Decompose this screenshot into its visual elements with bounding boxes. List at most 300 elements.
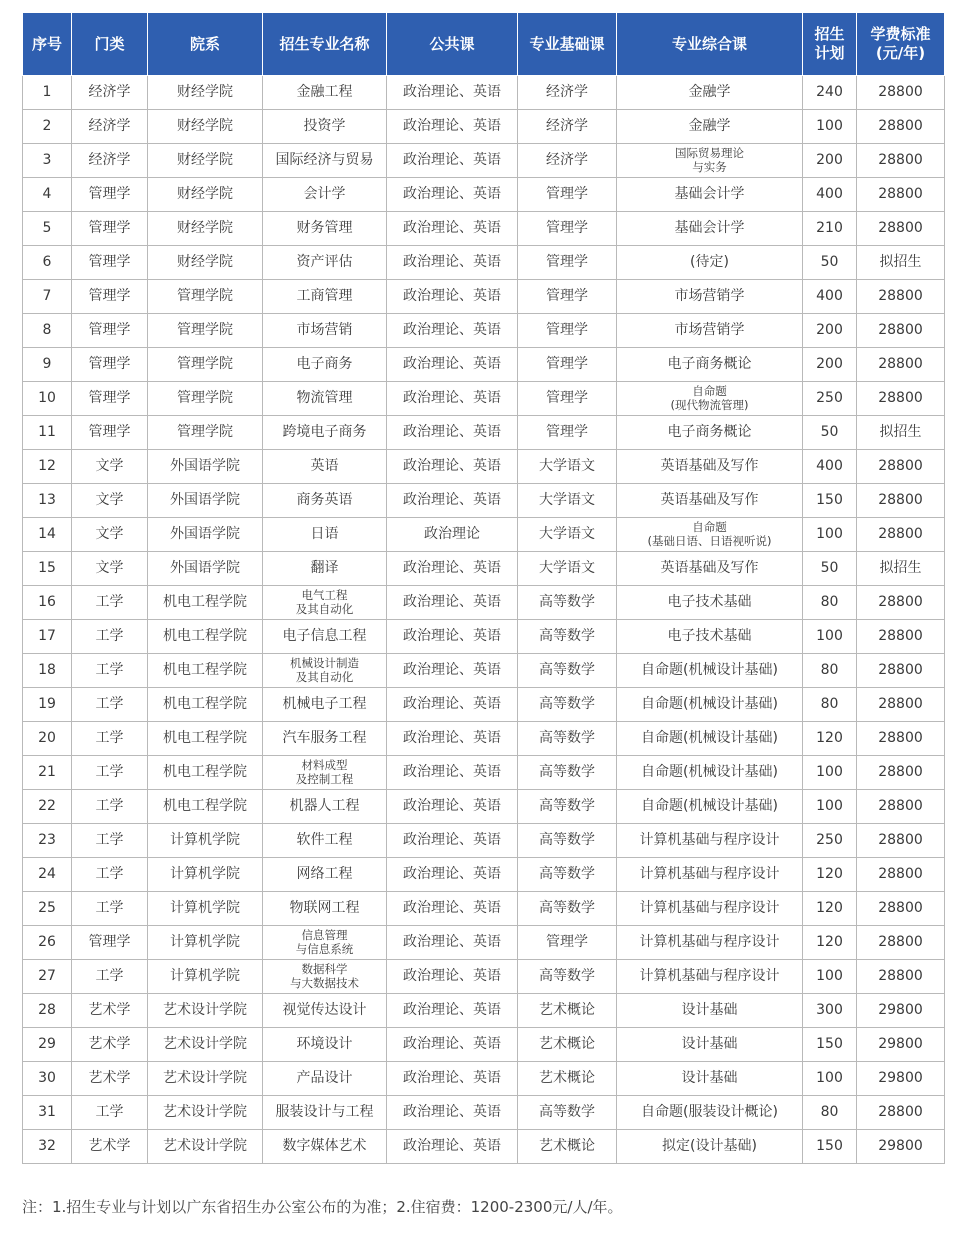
tuition-cell: 29800 bbox=[857, 994, 945, 1028]
category-cell: 管理学 bbox=[72, 348, 148, 382]
row-index: 12 bbox=[23, 450, 72, 484]
major-cell: 电气工程 及其自动化 bbox=[263, 586, 387, 620]
comprehensive-course-cell: 设计基础 bbox=[617, 1062, 803, 1096]
major-cell: 英语 bbox=[263, 450, 387, 484]
comprehensive-course-cell: 计算机基础与程序设计 bbox=[617, 858, 803, 892]
row-index: 17 bbox=[23, 620, 72, 654]
category-cell: 工学 bbox=[72, 858, 148, 892]
category-cell: 管理学 bbox=[72, 178, 148, 212]
table-row bbox=[23, 960, 945, 994]
foundation-course-cell: 高等数学 bbox=[518, 620, 617, 654]
public-course-cell: 政治理论、英语 bbox=[387, 144, 518, 178]
category-cell: 管理学 bbox=[72, 212, 148, 246]
tuition-cell: 28800 bbox=[857, 484, 945, 518]
department-cell: 计算机学院 bbox=[148, 858, 263, 892]
department-cell: 外国语学院 bbox=[148, 450, 263, 484]
row-index: 32 bbox=[23, 1130, 72, 1164]
quota-cell: 50 bbox=[803, 246, 857, 280]
quota-cell: 80 bbox=[803, 654, 857, 688]
comprehensive-course-cell: 自命题 (基础日语、日语视听说) bbox=[617, 518, 803, 552]
table-row bbox=[23, 314, 945, 348]
category-cell: 艺术学 bbox=[72, 1062, 148, 1096]
tuition-cell: 28800 bbox=[857, 144, 945, 178]
department-cell: 艺术设计学院 bbox=[148, 1028, 263, 1062]
comprehensive-course-cell: (待定) bbox=[617, 246, 803, 280]
comprehensive-course-cell: 自命题 (现代物流管理) bbox=[617, 382, 803, 416]
category-cell: 文学 bbox=[72, 450, 148, 484]
department-cell: 财经学院 bbox=[148, 246, 263, 280]
table-row bbox=[23, 1028, 945, 1062]
tuition-cell: 28800 bbox=[857, 620, 945, 654]
department-cell: 管理学院 bbox=[148, 314, 263, 348]
comprehensive-course-cell: 电子技术基础 bbox=[617, 586, 803, 620]
quota-cell: 400 bbox=[803, 178, 857, 212]
category-cell: 管理学 bbox=[72, 382, 148, 416]
major-cell: 电子商务 bbox=[263, 348, 387, 382]
col-header: 公共课 bbox=[387, 13, 518, 76]
comprehensive-course-cell: 市场营销学 bbox=[617, 280, 803, 314]
comprehensive-course-cell: 拟定(设计基础) bbox=[617, 1130, 803, 1164]
category-cell: 工学 bbox=[72, 586, 148, 620]
foundation-course-cell: 高等数学 bbox=[518, 586, 617, 620]
department-cell: 管理学院 bbox=[148, 416, 263, 450]
major-cell: 国际经济与贸易 bbox=[263, 144, 387, 178]
table-row bbox=[23, 484, 945, 518]
tuition-cell: 28800 bbox=[857, 110, 945, 144]
quota-cell: 50 bbox=[803, 416, 857, 450]
comprehensive-course-cell: 自命题(机械设计基础) bbox=[617, 722, 803, 756]
public-course-cell: 政治理论、英语 bbox=[387, 178, 518, 212]
table-row bbox=[23, 858, 945, 892]
department-cell: 机电工程学院 bbox=[148, 756, 263, 790]
category-cell: 管理学 bbox=[72, 314, 148, 348]
tuition-cell: 28800 bbox=[857, 892, 945, 926]
category-cell: 艺术学 bbox=[72, 994, 148, 1028]
foundation-course-cell: 高等数学 bbox=[518, 858, 617, 892]
col-header: 院系 bbox=[148, 13, 263, 76]
row-index: 24 bbox=[23, 858, 72, 892]
public-course-cell: 政治理论 bbox=[387, 518, 518, 552]
category-cell: 经济学 bbox=[72, 144, 148, 178]
tuition-cell: 28800 bbox=[857, 926, 945, 960]
foundation-course-cell: 高等数学 bbox=[518, 1096, 617, 1130]
tuition-cell: 拟招生 bbox=[857, 552, 945, 586]
category-cell: 经济学 bbox=[72, 76, 148, 110]
row-index: 27 bbox=[23, 960, 72, 994]
table-body bbox=[23, 76, 945, 1164]
department-cell: 财经学院 bbox=[148, 212, 263, 246]
category-cell: 工学 bbox=[72, 654, 148, 688]
foundation-course-cell: 艺术概论 bbox=[518, 994, 617, 1028]
comprehensive-course-cell: 电子技术基础 bbox=[617, 620, 803, 654]
department-cell: 财经学院 bbox=[148, 76, 263, 110]
public-course-cell: 政治理论、英语 bbox=[387, 858, 518, 892]
tuition-cell: 28800 bbox=[857, 688, 945, 722]
public-course-cell: 政治理论、英语 bbox=[387, 1028, 518, 1062]
tuition-cell: 28800 bbox=[857, 1096, 945, 1130]
foundation-course-cell: 高等数学 bbox=[518, 688, 617, 722]
public-course-cell: 政治理论、英语 bbox=[387, 76, 518, 110]
foundation-course-cell: 管理学 bbox=[518, 178, 617, 212]
quota-cell: 200 bbox=[803, 144, 857, 178]
table-row bbox=[23, 110, 945, 144]
comprehensive-course-cell: 基础会计学 bbox=[617, 212, 803, 246]
category-cell: 工学 bbox=[72, 756, 148, 790]
row-index: 23 bbox=[23, 824, 72, 858]
quota-cell: 80 bbox=[803, 688, 857, 722]
row-index: 1 bbox=[23, 76, 72, 110]
col-header: 学费标准 (元/年) bbox=[857, 13, 945, 76]
quota-cell: 200 bbox=[803, 314, 857, 348]
major-cell: 会计学 bbox=[263, 178, 387, 212]
row-index: 3 bbox=[23, 144, 72, 178]
public-course-cell: 政治理论、英语 bbox=[387, 960, 518, 994]
quota-cell: 50 bbox=[803, 552, 857, 586]
category-cell: 经济学 bbox=[72, 110, 148, 144]
public-course-cell: 政治理论、英语 bbox=[387, 586, 518, 620]
table-row bbox=[23, 280, 945, 314]
table-row bbox=[23, 620, 945, 654]
category-cell: 工学 bbox=[72, 892, 148, 926]
row-index: 16 bbox=[23, 586, 72, 620]
comprehensive-course-cell: 自命题(服装设计概论) bbox=[617, 1096, 803, 1130]
tuition-cell: 28800 bbox=[857, 518, 945, 552]
category-cell: 文学 bbox=[72, 518, 148, 552]
major-cell: 信息管理 与信息系统 bbox=[263, 926, 387, 960]
foundation-course-cell: 高等数学 bbox=[518, 960, 617, 994]
public-course-cell: 政治理论、英语 bbox=[387, 620, 518, 654]
public-course-cell: 政治理论、英语 bbox=[387, 314, 518, 348]
tuition-cell: 拟招生 bbox=[857, 416, 945, 450]
tuition-cell: 28800 bbox=[857, 722, 945, 756]
public-course-cell: 政治理论、英语 bbox=[387, 280, 518, 314]
department-cell: 外国语学院 bbox=[148, 518, 263, 552]
major-cell: 商务英语 bbox=[263, 484, 387, 518]
major-cell: 物联网工程 bbox=[263, 892, 387, 926]
category-cell: 工学 bbox=[72, 824, 148, 858]
category-cell: 工学 bbox=[72, 620, 148, 654]
major-cell: 软件工程 bbox=[263, 824, 387, 858]
major-cell: 数据科学 与大数据技术 bbox=[263, 960, 387, 994]
category-cell: 工学 bbox=[72, 960, 148, 994]
admissions-table bbox=[22, 12, 945, 1164]
department-cell: 管理学院 bbox=[148, 382, 263, 416]
foundation-course-cell: 高等数学 bbox=[518, 722, 617, 756]
comprehensive-course-cell: 自命题(机械设计基础) bbox=[617, 790, 803, 824]
department-cell: 财经学院 bbox=[148, 110, 263, 144]
quota-cell: 250 bbox=[803, 824, 857, 858]
row-index: 26 bbox=[23, 926, 72, 960]
major-cell: 财务管理 bbox=[263, 212, 387, 246]
category-cell: 艺术学 bbox=[72, 1130, 148, 1164]
public-course-cell: 政治理论、英语 bbox=[387, 382, 518, 416]
category-cell: 管理学 bbox=[72, 416, 148, 450]
row-index: 30 bbox=[23, 1062, 72, 1096]
tuition-cell: 28800 bbox=[857, 314, 945, 348]
row-index: 21 bbox=[23, 756, 72, 790]
quota-cell: 120 bbox=[803, 858, 857, 892]
category-cell: 文学 bbox=[72, 484, 148, 518]
quota-cell: 200 bbox=[803, 348, 857, 382]
comprehensive-course-cell: 国际贸易理论 与实务 bbox=[617, 144, 803, 178]
table-header-row bbox=[23, 13, 945, 76]
department-cell: 机电工程学院 bbox=[148, 620, 263, 654]
footnote: 注：1.招生专业与计划以广东省招生办公室公布的为准；2.住宿费：1200-2300元/人/年。 bbox=[22, 1198, 623, 1216]
table-row bbox=[23, 994, 945, 1028]
comprehensive-course-cell: 英语基础及写作 bbox=[617, 484, 803, 518]
table-row bbox=[23, 1130, 945, 1164]
public-course-cell: 政治理论、英语 bbox=[387, 1096, 518, 1130]
major-cell: 工商管理 bbox=[263, 280, 387, 314]
comprehensive-course-cell: 自命题(机械设计基础) bbox=[617, 688, 803, 722]
table-row bbox=[23, 212, 945, 246]
comprehensive-course-cell: 基础会计学 bbox=[617, 178, 803, 212]
row-index: 13 bbox=[23, 484, 72, 518]
row-index: 15 bbox=[23, 552, 72, 586]
public-course-cell: 政治理论、英语 bbox=[387, 348, 518, 382]
public-course-cell: 政治理论、英语 bbox=[387, 110, 518, 144]
tuition-cell: 28800 bbox=[857, 756, 945, 790]
department-cell: 财经学院 bbox=[148, 144, 263, 178]
quota-cell: 100 bbox=[803, 110, 857, 144]
row-index: 10 bbox=[23, 382, 72, 416]
foundation-course-cell: 大学语文 bbox=[518, 484, 617, 518]
tuition-cell: 28800 bbox=[857, 824, 945, 858]
quota-cell: 100 bbox=[803, 790, 857, 824]
foundation-course-cell: 艺术概论 bbox=[518, 1062, 617, 1096]
category-cell: 管理学 bbox=[72, 246, 148, 280]
quota-cell: 400 bbox=[803, 280, 857, 314]
table-row bbox=[23, 382, 945, 416]
table-row bbox=[23, 518, 945, 552]
public-course-cell: 政治理论、英语 bbox=[387, 1130, 518, 1164]
tuition-cell: 28800 bbox=[857, 382, 945, 416]
category-cell: 艺术学 bbox=[72, 1028, 148, 1062]
quota-cell: 400 bbox=[803, 450, 857, 484]
col-header: 招生 计划 bbox=[803, 13, 857, 76]
public-course-cell: 政治理论、英语 bbox=[387, 416, 518, 450]
major-cell: 机械设计制造 及其自动化 bbox=[263, 654, 387, 688]
tuition-cell: 28800 bbox=[857, 960, 945, 994]
quota-cell: 80 bbox=[803, 586, 857, 620]
tuition-cell: 28800 bbox=[857, 348, 945, 382]
col-header: 专业基础课 bbox=[518, 13, 617, 76]
quota-cell: 100 bbox=[803, 960, 857, 994]
tuition-cell: 28800 bbox=[857, 178, 945, 212]
public-course-cell: 政治理论、英语 bbox=[387, 756, 518, 790]
comprehensive-course-cell: 计算机基础与程序设计 bbox=[617, 824, 803, 858]
major-cell: 环境设计 bbox=[263, 1028, 387, 1062]
category-cell: 工学 bbox=[72, 688, 148, 722]
major-cell: 视觉传达设计 bbox=[263, 994, 387, 1028]
major-cell: 机械电子工程 bbox=[263, 688, 387, 722]
major-cell: 翻译 bbox=[263, 552, 387, 586]
foundation-course-cell: 艺术概论 bbox=[518, 1028, 617, 1062]
table-row bbox=[23, 450, 945, 484]
major-cell: 服装设计与工程 bbox=[263, 1096, 387, 1130]
comprehensive-course-cell: 设计基础 bbox=[617, 1028, 803, 1062]
comprehensive-course-cell: 电子商务概论 bbox=[617, 416, 803, 450]
quota-cell: 100 bbox=[803, 620, 857, 654]
comprehensive-course-cell: 计算机基础与程序设计 bbox=[617, 960, 803, 994]
foundation-course-cell: 艺术概论 bbox=[518, 1130, 617, 1164]
department-cell: 艺术设计学院 bbox=[148, 1130, 263, 1164]
foundation-course-cell: 管理学 bbox=[518, 246, 617, 280]
public-course-cell: 政治理论、英语 bbox=[387, 892, 518, 926]
public-course-cell: 政治理论、英语 bbox=[387, 926, 518, 960]
col-header: 招生专业名称 bbox=[263, 13, 387, 76]
row-index: 4 bbox=[23, 178, 72, 212]
quota-cell: 150 bbox=[803, 1130, 857, 1164]
row-index: 6 bbox=[23, 246, 72, 280]
row-index: 20 bbox=[23, 722, 72, 756]
department-cell: 艺术设计学院 bbox=[148, 1062, 263, 1096]
quota-cell: 300 bbox=[803, 994, 857, 1028]
department-cell: 艺术设计学院 bbox=[148, 1096, 263, 1130]
department-cell: 外国语学院 bbox=[148, 552, 263, 586]
tuition-cell: 28800 bbox=[857, 212, 945, 246]
table-row bbox=[23, 416, 945, 450]
foundation-course-cell: 管理学 bbox=[518, 382, 617, 416]
public-course-cell: 政治理论、英语 bbox=[387, 790, 518, 824]
tuition-cell: 28800 bbox=[857, 586, 945, 620]
col-header: 门类 bbox=[72, 13, 148, 76]
table-row bbox=[23, 790, 945, 824]
foundation-course-cell: 管理学 bbox=[518, 348, 617, 382]
table-row bbox=[23, 586, 945, 620]
public-course-cell: 政治理论、英语 bbox=[387, 722, 518, 756]
table-row bbox=[23, 76, 945, 110]
quota-cell: 120 bbox=[803, 926, 857, 960]
public-course-cell: 政治理论、英语 bbox=[387, 484, 518, 518]
table-row bbox=[23, 246, 945, 280]
row-index: 28 bbox=[23, 994, 72, 1028]
comprehensive-course-cell: 金融学 bbox=[617, 110, 803, 144]
department-cell: 计算机学院 bbox=[148, 824, 263, 858]
department-cell: 计算机学院 bbox=[148, 960, 263, 994]
category-cell: 工学 bbox=[72, 1096, 148, 1130]
department-cell: 机电工程学院 bbox=[148, 790, 263, 824]
category-cell: 文学 bbox=[72, 552, 148, 586]
comprehensive-course-cell: 英语基础及写作 bbox=[617, 450, 803, 484]
table-row bbox=[23, 892, 945, 926]
row-index: 9 bbox=[23, 348, 72, 382]
foundation-course-cell: 高等数学 bbox=[518, 824, 617, 858]
department-cell: 管理学院 bbox=[148, 348, 263, 382]
major-cell: 市场营销 bbox=[263, 314, 387, 348]
foundation-course-cell: 管理学 bbox=[518, 314, 617, 348]
quota-cell: 240 bbox=[803, 76, 857, 110]
foundation-course-cell: 高等数学 bbox=[518, 756, 617, 790]
public-course-cell: 政治理论、英语 bbox=[387, 212, 518, 246]
department-cell: 机电工程学院 bbox=[148, 688, 263, 722]
major-cell: 机器人工程 bbox=[263, 790, 387, 824]
comprehensive-course-cell: 市场营销学 bbox=[617, 314, 803, 348]
category-cell: 管理学 bbox=[72, 926, 148, 960]
row-index: 11 bbox=[23, 416, 72, 450]
major-cell: 汽车服务工程 bbox=[263, 722, 387, 756]
table-row bbox=[23, 178, 945, 212]
major-cell: 材料成型 及控制工程 bbox=[263, 756, 387, 790]
quota-cell: 100 bbox=[803, 518, 857, 552]
public-course-cell: 政治理论、英语 bbox=[387, 246, 518, 280]
department-cell: 管理学院 bbox=[148, 280, 263, 314]
table-row bbox=[23, 552, 945, 586]
table-row bbox=[23, 756, 945, 790]
row-index: 14 bbox=[23, 518, 72, 552]
foundation-course-cell: 管理学 bbox=[518, 212, 617, 246]
comprehensive-course-cell: 金融学 bbox=[617, 76, 803, 110]
tuition-cell: 28800 bbox=[857, 654, 945, 688]
quota-cell: 210 bbox=[803, 212, 857, 246]
major-cell: 数字媒体艺术 bbox=[263, 1130, 387, 1164]
tuition-cell: 28800 bbox=[857, 858, 945, 892]
table-row bbox=[23, 144, 945, 178]
tuition-cell: 28800 bbox=[857, 280, 945, 314]
foundation-course-cell: 经济学 bbox=[518, 144, 617, 178]
foundation-course-cell: 大学语文 bbox=[518, 450, 617, 484]
table-row bbox=[23, 688, 945, 722]
major-cell: 产品设计 bbox=[263, 1062, 387, 1096]
comprehensive-course-cell: 自命题(机械设计基础) bbox=[617, 654, 803, 688]
row-index: 25 bbox=[23, 892, 72, 926]
public-course-cell: 政治理论、英语 bbox=[387, 688, 518, 722]
row-index: 31 bbox=[23, 1096, 72, 1130]
row-index: 18 bbox=[23, 654, 72, 688]
tuition-cell: 28800 bbox=[857, 76, 945, 110]
public-course-cell: 政治理论、英语 bbox=[387, 552, 518, 586]
comprehensive-course-cell: 设计基础 bbox=[617, 994, 803, 1028]
foundation-course-cell: 管理学 bbox=[518, 280, 617, 314]
table-row bbox=[23, 1096, 945, 1130]
tuition-cell: 29800 bbox=[857, 1028, 945, 1062]
department-cell: 财经学院 bbox=[148, 178, 263, 212]
department-cell: 计算机学院 bbox=[148, 892, 263, 926]
major-cell: 资产评估 bbox=[263, 246, 387, 280]
table-row bbox=[23, 926, 945, 960]
row-index: 22 bbox=[23, 790, 72, 824]
public-course-cell: 政治理论、英语 bbox=[387, 824, 518, 858]
quota-cell: 120 bbox=[803, 892, 857, 926]
table-row bbox=[23, 1062, 945, 1096]
col-header: 序号 bbox=[23, 13, 72, 76]
department-cell: 计算机学院 bbox=[148, 926, 263, 960]
tuition-cell: 28800 bbox=[857, 790, 945, 824]
quota-cell: 120 bbox=[803, 722, 857, 756]
col-header: 专业综合课 bbox=[617, 13, 803, 76]
foundation-course-cell: 经济学 bbox=[518, 110, 617, 144]
table-row bbox=[23, 824, 945, 858]
public-course-cell: 政治理论、英语 bbox=[387, 654, 518, 688]
comprehensive-course-cell: 计算机基础与程序设计 bbox=[617, 892, 803, 926]
department-cell: 机电工程学院 bbox=[148, 586, 263, 620]
department-cell: 外国语学院 bbox=[148, 484, 263, 518]
category-cell: 管理学 bbox=[72, 280, 148, 314]
major-cell: 金融工程 bbox=[263, 76, 387, 110]
row-index: 8 bbox=[23, 314, 72, 348]
quota-cell: 250 bbox=[803, 382, 857, 416]
quota-cell: 80 bbox=[803, 1096, 857, 1130]
row-index: 19 bbox=[23, 688, 72, 722]
comprehensive-course-cell: 自命题(机械设计基础) bbox=[617, 756, 803, 790]
foundation-course-cell: 大学语文 bbox=[518, 518, 617, 552]
major-cell: 网络工程 bbox=[263, 858, 387, 892]
foundation-course-cell: 管理学 bbox=[518, 926, 617, 960]
row-index: 29 bbox=[23, 1028, 72, 1062]
quota-cell: 150 bbox=[803, 484, 857, 518]
major-cell: 投资学 bbox=[263, 110, 387, 144]
tuition-cell: 拟招生 bbox=[857, 246, 945, 280]
